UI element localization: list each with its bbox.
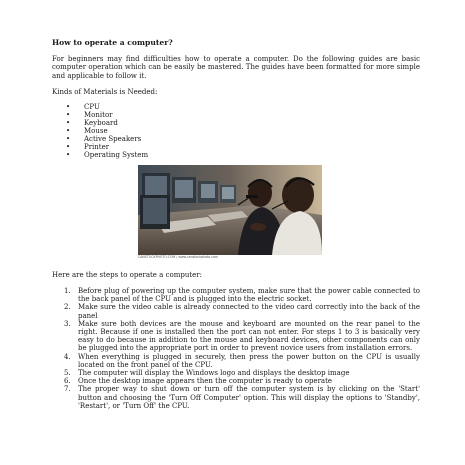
list-item [66,127,420,135]
list-item [66,135,420,143]
step-text: The proper way to shut down or turn off the computer system is by clicking on the 'Start' button and choosing the 'Turn Off Computer' option. This will display the options to 'Standby', 'Restart', or 'Turn Off' the CPU. [78,385,420,410]
bullet-icon: • [66,134,71,143]
material-label: Active Speakers [84,134,142,143]
document-title: How to operate a computer? [52,38,173,47]
list-item [64,287,420,303]
list-item [66,103,420,111]
step-text: Once the desktop image appears then the computer is ready to operate [78,377,333,386]
list-item [64,377,420,385]
bullet-icon: • [66,150,71,159]
step-number: 2. [64,303,71,312]
material-label: Keyboard [84,118,118,127]
materials-heading: Kinds of Materials is Needed: [52,88,158,97]
list-item [64,320,420,353]
list-item [66,143,420,151]
photo-figure [138,165,322,259]
material-label: CPU [84,102,100,111]
steps-list [52,287,420,410]
step-number: 3. [64,319,71,328]
document-page [52,38,420,410]
step-number: 7. [64,385,71,394]
material-label: Printer [84,142,110,151]
list-item [66,111,420,119]
step-number: 5. [64,369,71,378]
step-text: Before plug of powering up the computer system, make sure that the power cable connected to the back panel of the CPU and is plugged into the electric socket. [78,287,420,304]
step-text: Make sure both devices are the mouse and keyboard are mounted on the rear panel to the right. Because if one is installed then the port can not enter. For steps 1 to 3 is basically very easy to do because in addition to the mouse and keyboard devices, other components can only be plugged into the appropriate port in order to prevent novice users from installation errors. [78,319,420,353]
materials-list [52,103,420,159]
photo-caption: CANSTOCKPHOTO.COM / www.canstockphoto.com [138,254,219,259]
bullet-icon: • [66,142,71,151]
list-item [66,151,420,159]
list-item [66,119,420,127]
material-label: Operating System [84,150,149,159]
list-item [64,353,420,369]
intro-paragraph: For beginners may find difficulties how to operate a computer. Do the following guides are basic computer operation which can be easily be mastered. The guides have been formatted for more simple and applicable to follow it. [52,55,420,80]
students-at-computers-photo [138,165,322,255]
step-text: When everything is plugged in securely, then press the power button on the CPU is usually located on the front panel of the CPU. [78,352,420,369]
material-label: Monitor [84,110,113,119]
step-number: 4. [64,352,71,361]
steps-heading: Here are the steps to operate a computer: [52,270,202,279]
material-label: Mouse [84,126,108,135]
bullet-icon: • [66,118,71,127]
bullet-icon: • [66,102,71,111]
list-item [64,303,420,319]
step-text: The computer will display the Windows logo and displays the desktop image [78,369,350,378]
bullet-icon: • [66,110,71,119]
step-number: 1. [64,287,71,296]
bullet-icon: • [66,126,71,135]
list-item [64,385,420,410]
list-item [64,369,420,377]
step-number: 6. [64,377,71,386]
step-text: Make sure the video cable is already connected to the video card correctly into the back of the panel [78,303,420,320]
